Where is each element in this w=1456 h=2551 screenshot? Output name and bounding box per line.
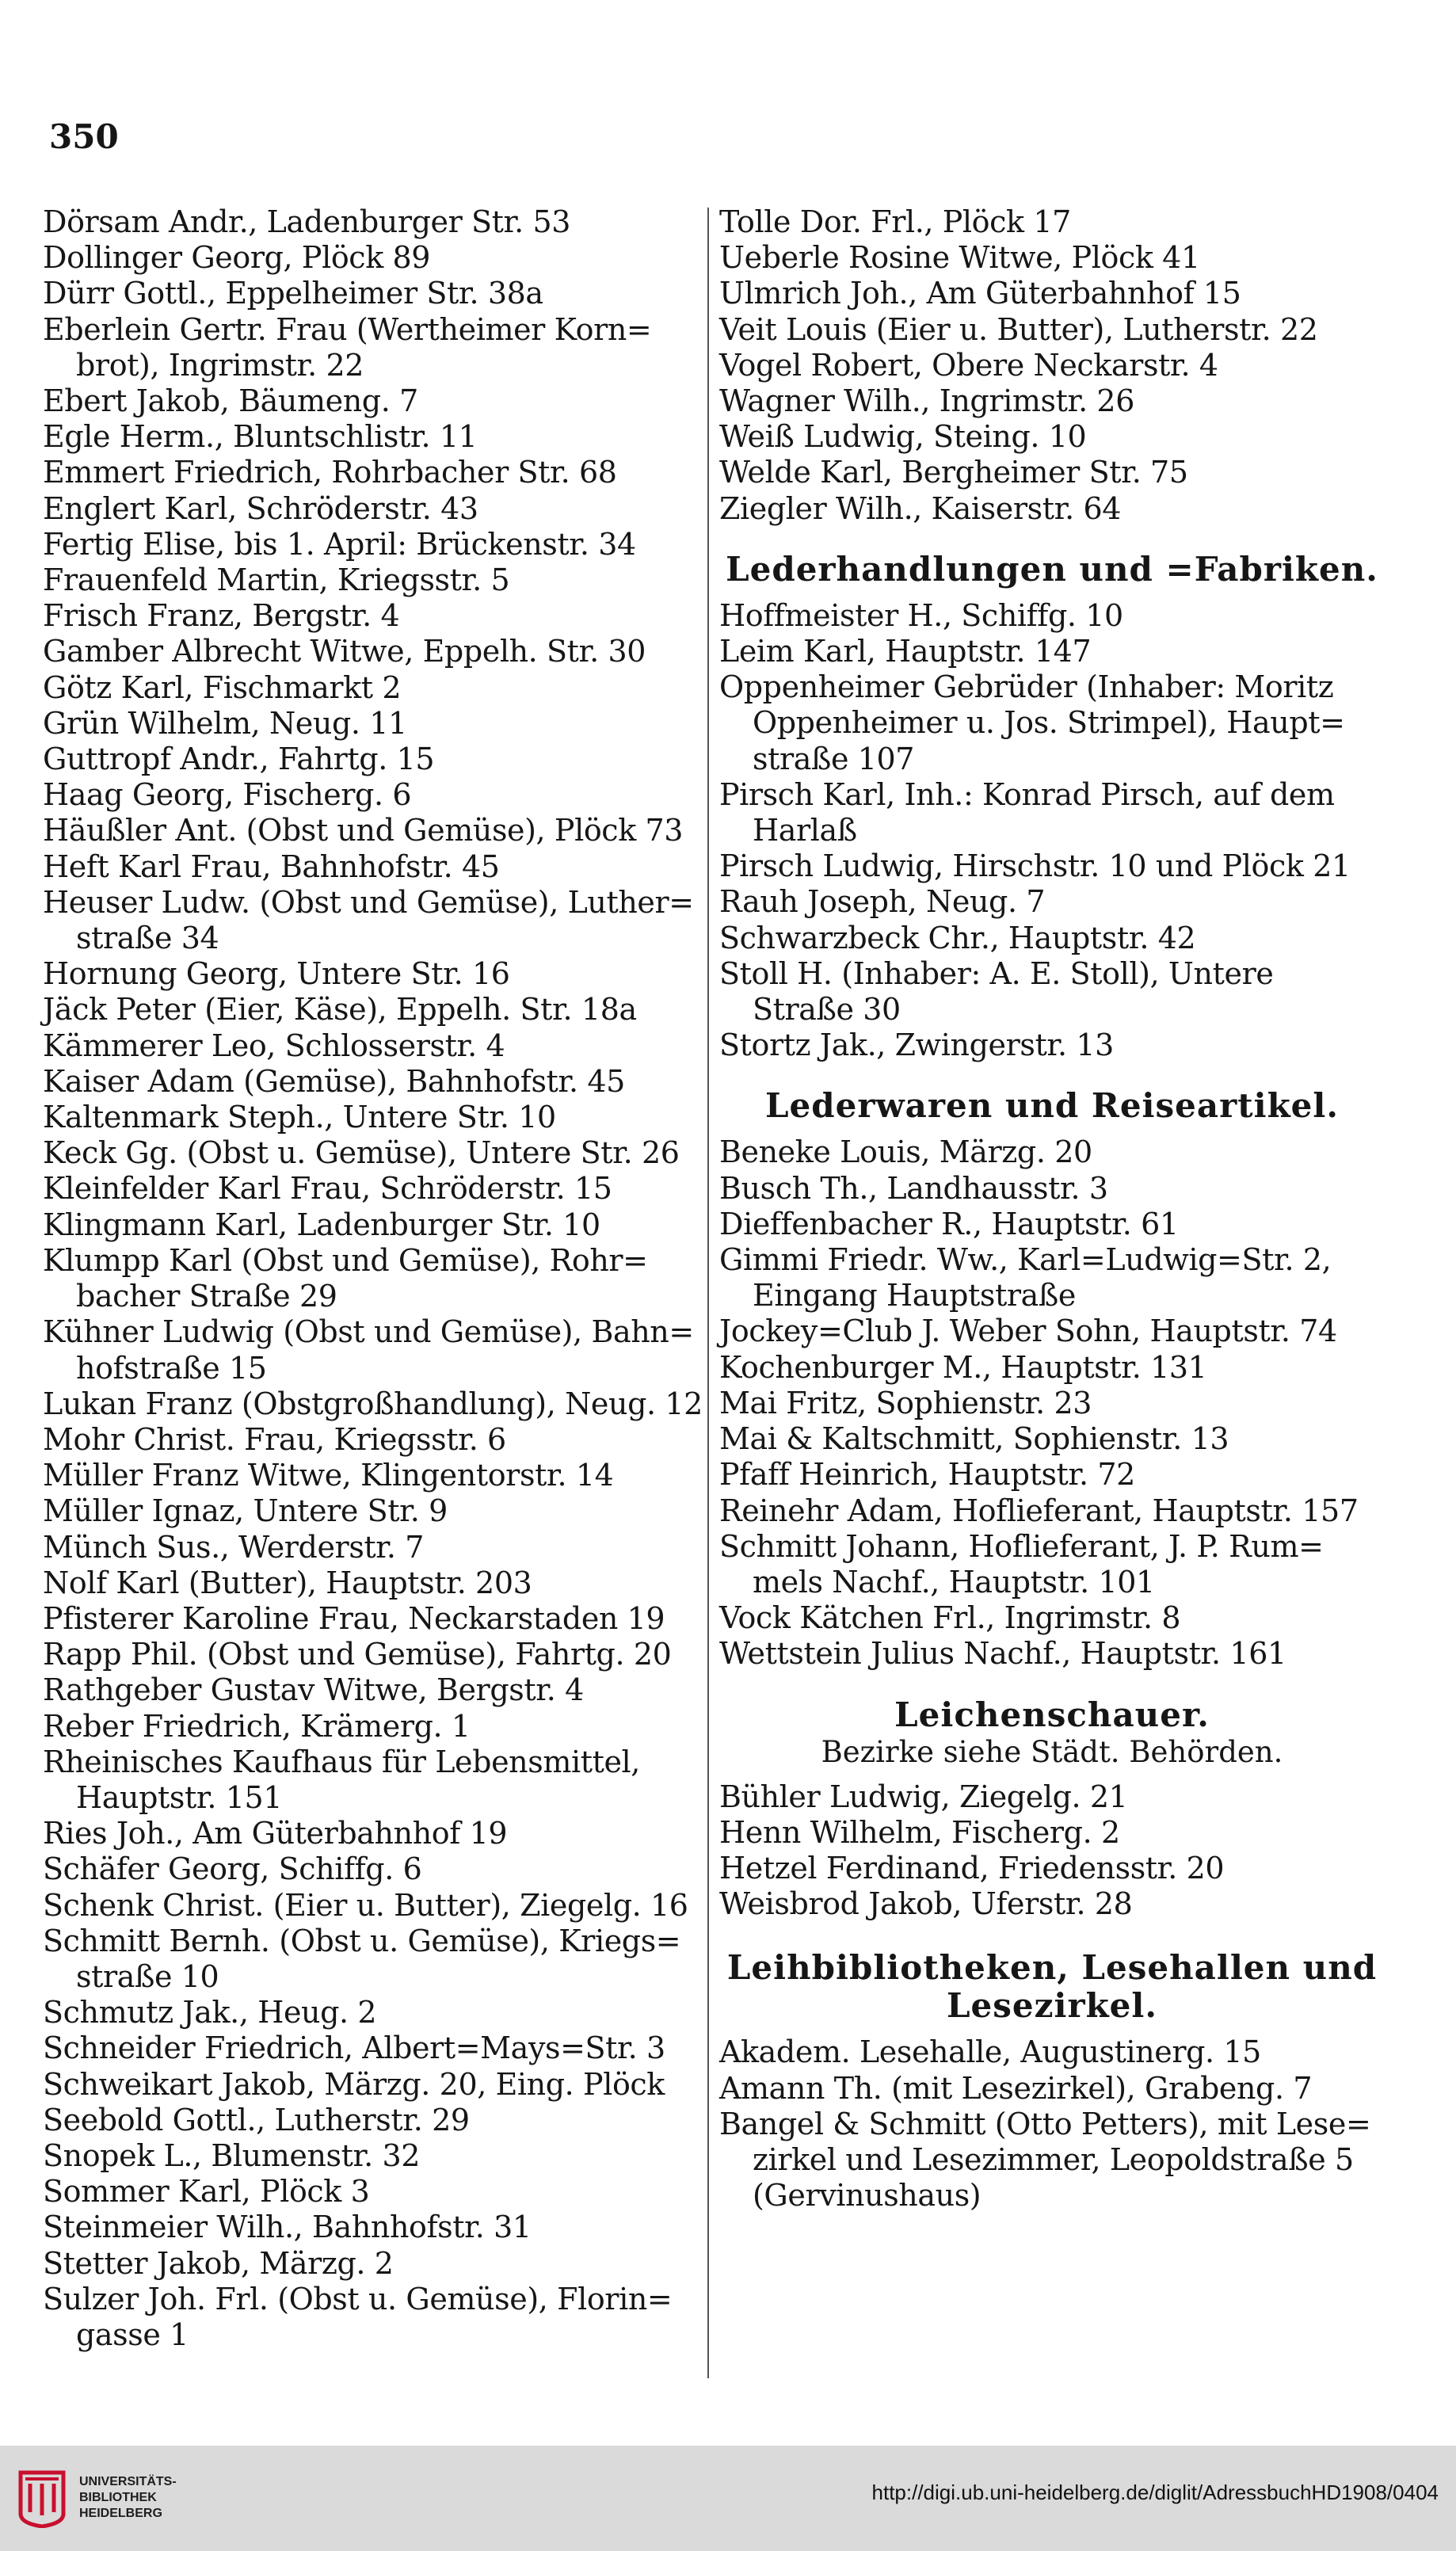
list-item: Welde Karl, Bergheimer Str. 75 <box>719 455 1188 490</box>
list-item: Kühner Ludwig (Obst und Gemüse), Bahn= <box>43 1314 694 1350</box>
list-item: Weiß Ludwig, Steing. 10 <box>719 419 1087 455</box>
list-item: Jäck Peter (Eier, Käse), Eppelh. Str. 18a <box>43 992 637 1028</box>
section-heading-leihbibliotheken-line2: Lesezirkel. <box>947 1986 1157 2026</box>
list-item: Schweikart Jakob, Märzg. 20, Eing. Plöck <box>43 2066 665 2102</box>
list-item-continuation: (Gervinushaus) <box>753 2178 981 2214</box>
list-item: Stoll H. (Inhaber: A. E. Stoll), Untere <box>719 955 1274 991</box>
list-item: Pirsch Ludwig, Hirschstr. 10 und Plöck 21 <box>719 848 1351 884</box>
list-item: Reber Friedrich, Krämerg. 1 <box>43 1708 471 1744</box>
list-item: Beneke Louis, Märzg. 20 <box>719 1134 1092 1170</box>
list-item: Akadem. Lesehalle, Augustinerg. 15 <box>719 2034 1261 2070</box>
list-item-continuation: Straße 30 <box>753 992 901 1028</box>
list-item-continuation: straße 10 <box>76 1958 219 1994</box>
list-item: Mai Fritz, Sophienstr. 23 <box>719 1385 1092 1420</box>
list-item-continuation: straße 34 <box>76 921 219 956</box>
list-item: Müller Ignaz, Untere Str. 9 <box>43 1493 448 1529</box>
list-item: Schmitt Johann, Hoflieferant, J. P. Rum= <box>719 1528 1324 1564</box>
list-item: Ziegler Wilh., Kaiserstr. 64 <box>719 490 1122 526</box>
section-heading-lederhandlungen: Lederhandlungen und =Fabriken. <box>726 549 1378 589</box>
library-logo[interactable] <box>14 2463 220 2534</box>
list-item: Kochenburger M., Hauptstr. 131 <box>719 1349 1207 1385</box>
list-item: Sommer Karl, Plöck 3 <box>43 2174 370 2210</box>
list-item: Wettstein Julius Nachf., Hauptstr. 161 <box>719 1636 1286 1672</box>
list-item: Stortz Jak., Zwingerstr. 13 <box>719 1028 1114 1063</box>
list-item: Schmutz Jak., Heug. 2 <box>43 1995 377 2031</box>
list-item: Schneider Friedrich, Albert=Mays=Str. 3 <box>43 2031 665 2066</box>
list-item: Götz Karl, Fischmarkt 2 <box>43 669 402 705</box>
list-item: Münch Sus., Werderstr. 7 <box>43 1529 425 1565</box>
column-divider <box>707 208 709 2378</box>
library-name-line2: BIBLIOTHEK <box>79 2491 157 2504</box>
list-item: Dürr Gottl., Eppelheimer Str. 38a <box>43 276 543 311</box>
library-name-line1: UNIVERSITÄTS- <box>79 2475 177 2488</box>
list-item: Kämmerer Leo, Schlosserstr. 4 <box>43 1028 505 1063</box>
list-item: Keck Gg. (Obst u. Gemüse), Untere Str. 26 <box>43 1135 680 1171</box>
section-heading-lederwaren: Lederwaren und Reiseartikel. <box>765 1086 1339 1126</box>
list-item: Snopek L., Blumenstr. 32 <box>43 2137 420 2173</box>
section-heading-leihbibliotheken: Leihbibliotheken, Lesehallen und <box>726 1948 1378 1988</box>
list-item: Schenk Christ. (Eier u. Butter), Ziegelg. 16 <box>43 1887 688 1923</box>
list-item: Hornung Georg, Untere Str. 16 <box>43 956 510 992</box>
list-item-continuation: Oppenheimer u. Jos. Strimpel), Haupt= <box>753 705 1345 741</box>
list-item: Reinehr Adam, Hoflieferant, Hauptstr. 157 <box>719 1493 1359 1528</box>
list-item: Gimmi Friedr. Ww., Karl=Ludwig=Str. 2, <box>719 1242 1332 1278</box>
list-item: Oppenheimer Gebrüder (Inhaber: Moritz <box>719 669 1334 705</box>
list-item: Rheinisches Kaufhaus für Lebensmittel, <box>43 1744 640 1779</box>
list-item: Häußler Ant. (Obst und Gemüse), Plöck 73 <box>43 813 684 848</box>
list-item-continuation: bacher Straße 29 <box>76 1279 337 1314</box>
footer-bar <box>0 2446 1456 2551</box>
list-item: Egle Herm., Bluntschlistr. 11 <box>43 419 478 455</box>
list-item-continuation: Harlaß <box>753 813 857 848</box>
source-url[interactable]: http://digi.ub.uni-heidelberg.de/diglit/AdressbuchHD1908/0404 <box>871 2480 1439 2504</box>
list-item: Klumpp Karl (Obst und Gemüse), Rohr= <box>43 1242 648 1278</box>
list-item: Pfisterer Karoline Frau, Neckarstaden 19 <box>43 1600 665 1636</box>
list-item: Dollinger Georg, Plöck 89 <box>43 240 431 276</box>
list-item: Weisbrod Jakob, Uferstr. 28 <box>719 1886 1133 1922</box>
list-item: Veit Louis (Eier u. Butter), Lutherstr. 22 <box>719 311 1318 347</box>
list-item: Henn Wilhelm, Fischerg. 2 <box>719 1814 1120 1850</box>
page-number: 350 <box>49 117 119 156</box>
list-item-continuation: hofstraße 15 <box>76 1350 267 1386</box>
list-item: Pirsch Karl, Inh.: Konrad Pirsch, auf dem <box>719 776 1335 812</box>
list-item: Kleinfelder Karl Frau, Schröderstr. 15 <box>43 1171 612 1207</box>
list-item: Emmert Friedrich, Rohrbacher Str. 68 <box>43 455 617 490</box>
list-item-continuation: brot), Ingrimstr. 22 <box>76 347 364 383</box>
list-item: Klingmann Karl, Ladenburger Str. 10 <box>43 1207 600 1242</box>
list-item: Frauenfeld Martin, Kriegsstr. 5 <box>43 562 510 598</box>
list-item: Wagner Wilh., Ingrimstr. 26 <box>719 383 1134 419</box>
list-item-continuation: mels Nachf., Hauptstr. 101 <box>753 1564 1155 1600</box>
list-item: Lukan Franz (Obstgroßhandlung), Neug. 12 <box>43 1386 703 1421</box>
list-item: Gamber Albrecht Witwe, Eppelh. Str. 30 <box>43 634 646 669</box>
list-item: Hetzel Ferdinand, Friedensstr. 20 <box>719 1850 1225 1886</box>
list-item: Rathgeber Gustav Witwe, Bergstr. 4 <box>43 1672 584 1708</box>
list-item: Mai & Kaltschmitt, Sophienstr. 13 <box>719 1421 1229 1457</box>
list-item: Grün Wilhelm, Neug. 11 <box>43 705 407 741</box>
right-column <box>719 204 1385 2214</box>
section-subline: Bezirke siehe Städt. Behörden. <box>821 1734 1283 1769</box>
list-item: Vock Kätchen Frl., Ingrimstr. 8 <box>719 1600 1181 1636</box>
list-item: Rauh Joseph, Neug. 7 <box>719 884 1046 920</box>
list-item: Leim Karl, Hauptstr. 147 <box>719 634 1092 669</box>
list-item: Heuser Ludw. (Obst und Gemüse), Luther= <box>43 884 694 920</box>
list-item: Frisch Franz, Bergstr. 4 <box>43 598 400 634</box>
list-item: Schäfer Georg, Schiffg. 6 <box>43 1851 422 1887</box>
list-item-continuation: straße 107 <box>753 741 915 776</box>
list-item: Nolf Karl (Butter), Hauptstr. 203 <box>43 1565 532 1600</box>
list-item-continuation: Eingang Hauptstraße <box>753 1278 1076 1314</box>
left-column <box>43 204 703 2353</box>
list-item: Ueberle Rosine Witwe, Plöck 41 <box>719 240 1200 276</box>
list-item-continuation: Hauptstr. 151 <box>76 1779 283 1815</box>
list-item: Dörsam Andr., Ladenburger Str. 53 <box>43 204 571 239</box>
list-item: Ries Joh., Am Güterbahnhof 19 <box>43 1816 508 1851</box>
list-item: Ebert Jakob, Bäumeng. 7 <box>43 383 418 419</box>
list-item: Mohr Christ. Frau, Kriegsstr. 6 <box>43 1421 506 1457</box>
list-item: Kaltenmark Steph., Untere Str. 10 <box>43 1100 556 1135</box>
list-item: Heft Karl Frau, Bahnhofstr. 45 <box>43 848 500 884</box>
list-item: Ulmrich Joh., Am Güterbahnhof 15 <box>719 276 1241 311</box>
list-item: Amann Th. (mit Lesezirkel), Grabeng. 7 <box>719 2070 1313 2106</box>
list-item: Sulzer Joh. Frl. (Obst u. Gemüse), Florin= <box>43 2281 673 2316</box>
list-item: Tolle Dor. Frl., Plöck 17 <box>719 204 1071 239</box>
library-name <box>79 2474 177 2522</box>
list-item: Rapp Phil. (Obst und Gemüse), Fahrtg. 20 <box>43 1637 672 1672</box>
list-item-continuation: gasse 1 <box>76 2316 189 2352</box>
library-name-line3: HEIDELBERG <box>79 2507 162 2520</box>
list-item: Bangel & Schmitt (Otto Petters), mit Lese= <box>719 2106 1371 2141</box>
list-item: Eberlein Gertr. Frau (Wertheimer Korn= <box>43 311 652 347</box>
list-item: Schmitt Bernh. (Obst u. Gemüse), Kriegs= <box>43 1923 681 1958</box>
list-item: Seebold Gottl., Lutherstr. 29 <box>43 2102 470 2137</box>
list-item: Stetter Jakob, Märzg. 2 <box>43 2245 394 2281</box>
library-seal-icon <box>14 2466 70 2528</box>
list-item: Jockey=Club J. Weber Sohn, Hauptstr. 74 <box>719 1314 1337 1349</box>
list-item: Pfaff Heinrich, Hauptstr. 72 <box>719 1457 1135 1493</box>
list-item: Kaiser Adam (Gemüse), Bahnhofstr. 45 <box>43 1063 625 1099</box>
list-item: Fertig Elise, bis 1. April: Brückenstr. 34 <box>43 526 636 562</box>
list-item: Hoffmeister H., Schiffg. 10 <box>719 597 1123 633</box>
section-heading-leichenschauer: Leichenschauer. <box>894 1695 1210 1734</box>
list-item: Guttropf Andr., Fahrtg. 15 <box>43 742 435 777</box>
list-item-continuation: zirkel und Lesezimmer, Leopoldstraße 5 <box>753 2141 1354 2177</box>
list-item: Busch Th., Landhausstr. 3 <box>719 1170 1108 1206</box>
list-item: Steinmeier Wilh., Bahnhofstr. 31 <box>43 2210 532 2245</box>
list-item: Schwarzbeck Chr., Hauptstr. 42 <box>719 920 1196 955</box>
list-item: Müller Franz Witwe, Klingentorstr. 14 <box>43 1458 614 1493</box>
list-item: Bühler Ludwig, Ziegelg. 21 <box>719 1779 1128 1814</box>
list-item: Englert Karl, Schröderstr. 43 <box>43 490 478 526</box>
list-item: Dieffenbacher R., Hauptstr. 61 <box>719 1206 1179 1241</box>
list-item: Vogel Robert, Obere Neckarstr. 4 <box>719 347 1218 383</box>
list-item: Haag Georg, Fischerg. 6 <box>43 777 412 813</box>
